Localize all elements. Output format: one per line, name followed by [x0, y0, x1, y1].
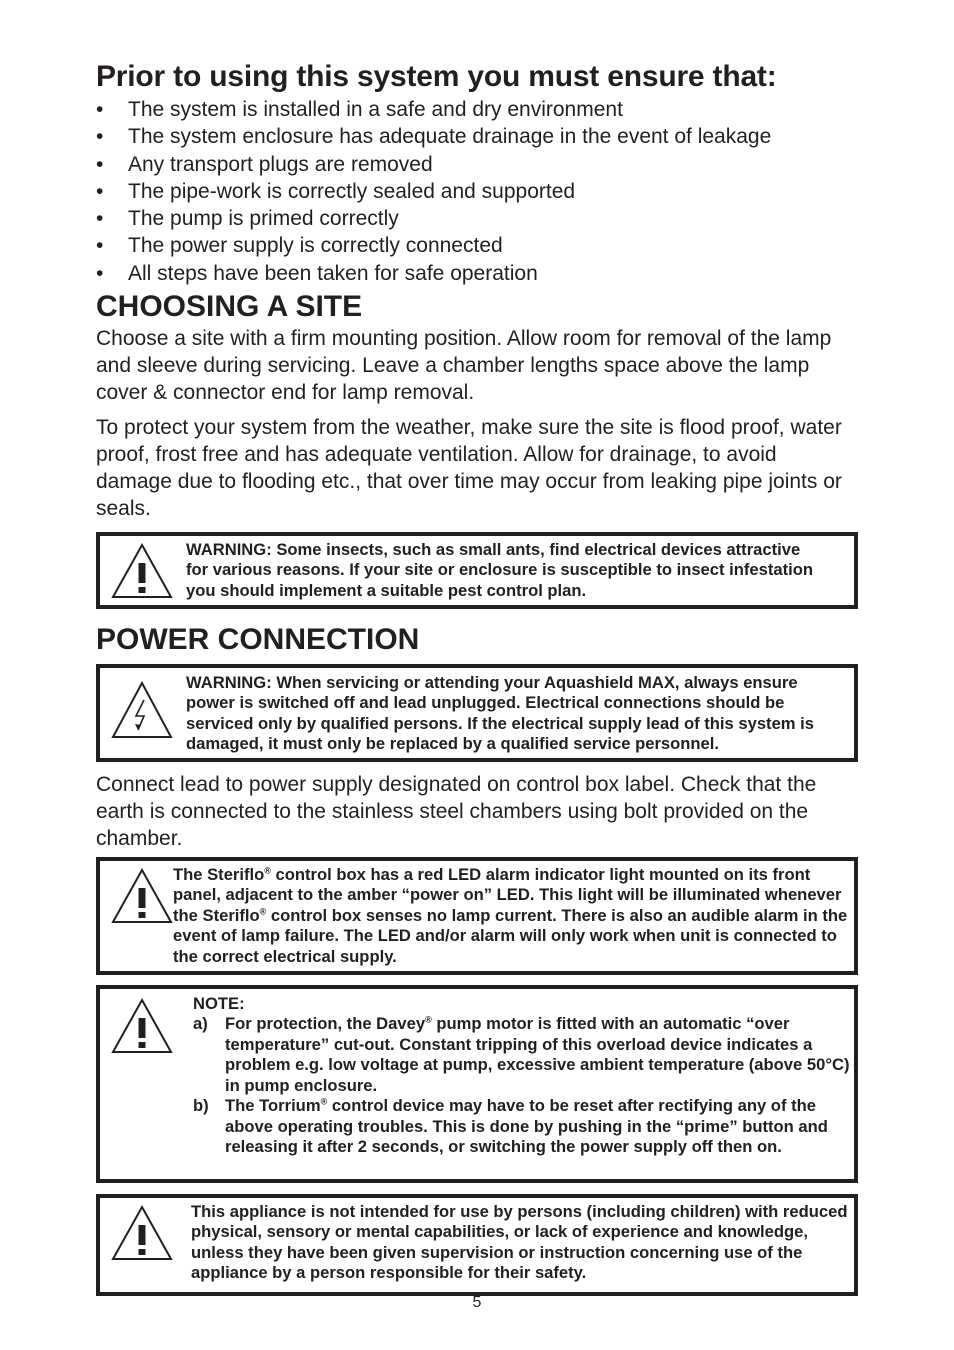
- site-paragraph-2: To protect your system from the weather, make sure the site is flood proof, water proof, frost free and has adequate ventilation. Allow for drainage, to avoid damage due to flooding etc., that over time may occur from leaking pipe joints or seals.: [96, 416, 842, 521]
- document-page: [96, 58, 858, 1296]
- appliance-safety-box: [96, 1194, 858, 1296]
- registered-mark: ®: [264, 865, 271, 876]
- insect-warning-box: [96, 532, 858, 609]
- electrical-warning-box: [96, 664, 858, 762]
- alarm-info-box: [96, 857, 858, 975]
- warning-triangle-icon: [110, 997, 174, 1055]
- list-item: • The pump is primed correctly: [96, 207, 399, 231]
- note-text: [193, 994, 853, 1157]
- alarm-info-text: The Steriflo® control box has a red LED alarm indicator light mounted on its front panel, adjacent to the amber “power on” LED. This light will be illuminated whenever the Steriflo® control box senses no lamp current. There is also an audible alarm in the event of lamp failure. The LED and/or alarm will only work when unit is connected to the correct electrical supply.: [173, 865, 848, 966]
- list-item: • The system enclosure has adequate drainage in the event of leakage: [96, 125, 772, 149]
- note-item-a: a) For protection, the Davey® pump motor is fitted with an automatic “over temperature” cut-out. Constant tripping of this overload device indicates a problem e.g. low voltage at pump, excessive ambient temperature (above 50°C) in pump enclosure.: [193, 1014, 850, 1095]
- warning-triangle-icon: [110, 1204, 174, 1262]
- note-item-b: b) The Torrium® control device may have to be reset after rectifying any of the above operating troubles. This is done by pushing in the “prime” button and releasing it after 2 seconds, or switching the power supply off then on.: [193, 1096, 828, 1156]
- list-item: • Any transport plugs are removed: [96, 152, 433, 176]
- electrical-warning-text: WARNING: When servicing or attending your Aquashield MAX, always ensure power is switched off and lead unplugged. Electrical connections should be serviced only by qualified persons. If the electrical supply lead of this system is damaged, it must only be replaced by a qualified service personnel.: [186, 673, 815, 754]
- site-heading: CHOOSING A SITE: [96, 290, 363, 324]
- registered-mark: ®: [320, 1096, 328, 1107]
- list-item: • The pipe-work is correctly sealed and supported: [96, 179, 576, 203]
- high-voltage-icon: [110, 680, 174, 740]
- page-number: 5: [472, 1294, 482, 1311]
- insect-warning-text: WARNING: Some insects, such as small ants, find electrical devices attractive for various reasons. If your site or enclosure is susceptible to insect infestation you should implement a suitable pest control plan.: [186, 540, 814, 600]
- warning-triangle-icon: [110, 867, 174, 925]
- registered-mark: ®: [425, 1014, 432, 1025]
- note-box: [96, 985, 858, 1183]
- list-item: • All steps have been taken for safe operation: [96, 261, 538, 285]
- warning-triangle-icon: [110, 542, 174, 600]
- site-paragraph-1: Choose a site with a firm mounting position. Allow room for removal of the lamp and sleeve during servicing. Leave a chamber lengths space above the lamp cover & connector end for lamp removal.: [96, 327, 832, 405]
- list-item: • The system is installed in a safe and dry environment: [96, 98, 623, 121]
- appliance-safety-text: This appliance is not intended for use by persons (including children) with reduced physical, sensory or mental capabilities, or lack of experience and knowledge, unless they have been given supervision or instruction concerning use of the appliance by a person responsible for their safety.: [191, 1202, 848, 1283]
- registered-mark: ®: [259, 906, 267, 917]
- list-item: • The power supply is correctly connected: [96, 234, 503, 258]
- power-heading: POWER CONNECTION: [96, 623, 420, 657]
- power-paragraph: Connect lead to power supply designated on control box label. Check that the earth is connected to the stainless steel chambers using bolt provided on the chamber.: [96, 773, 817, 851]
- note-title: NOTE:: [193, 994, 245, 1014]
- prior-heading: Prior to using this system you must ensure that:: [96, 60, 777, 93]
- prior-checklist: [96, 96, 858, 287]
